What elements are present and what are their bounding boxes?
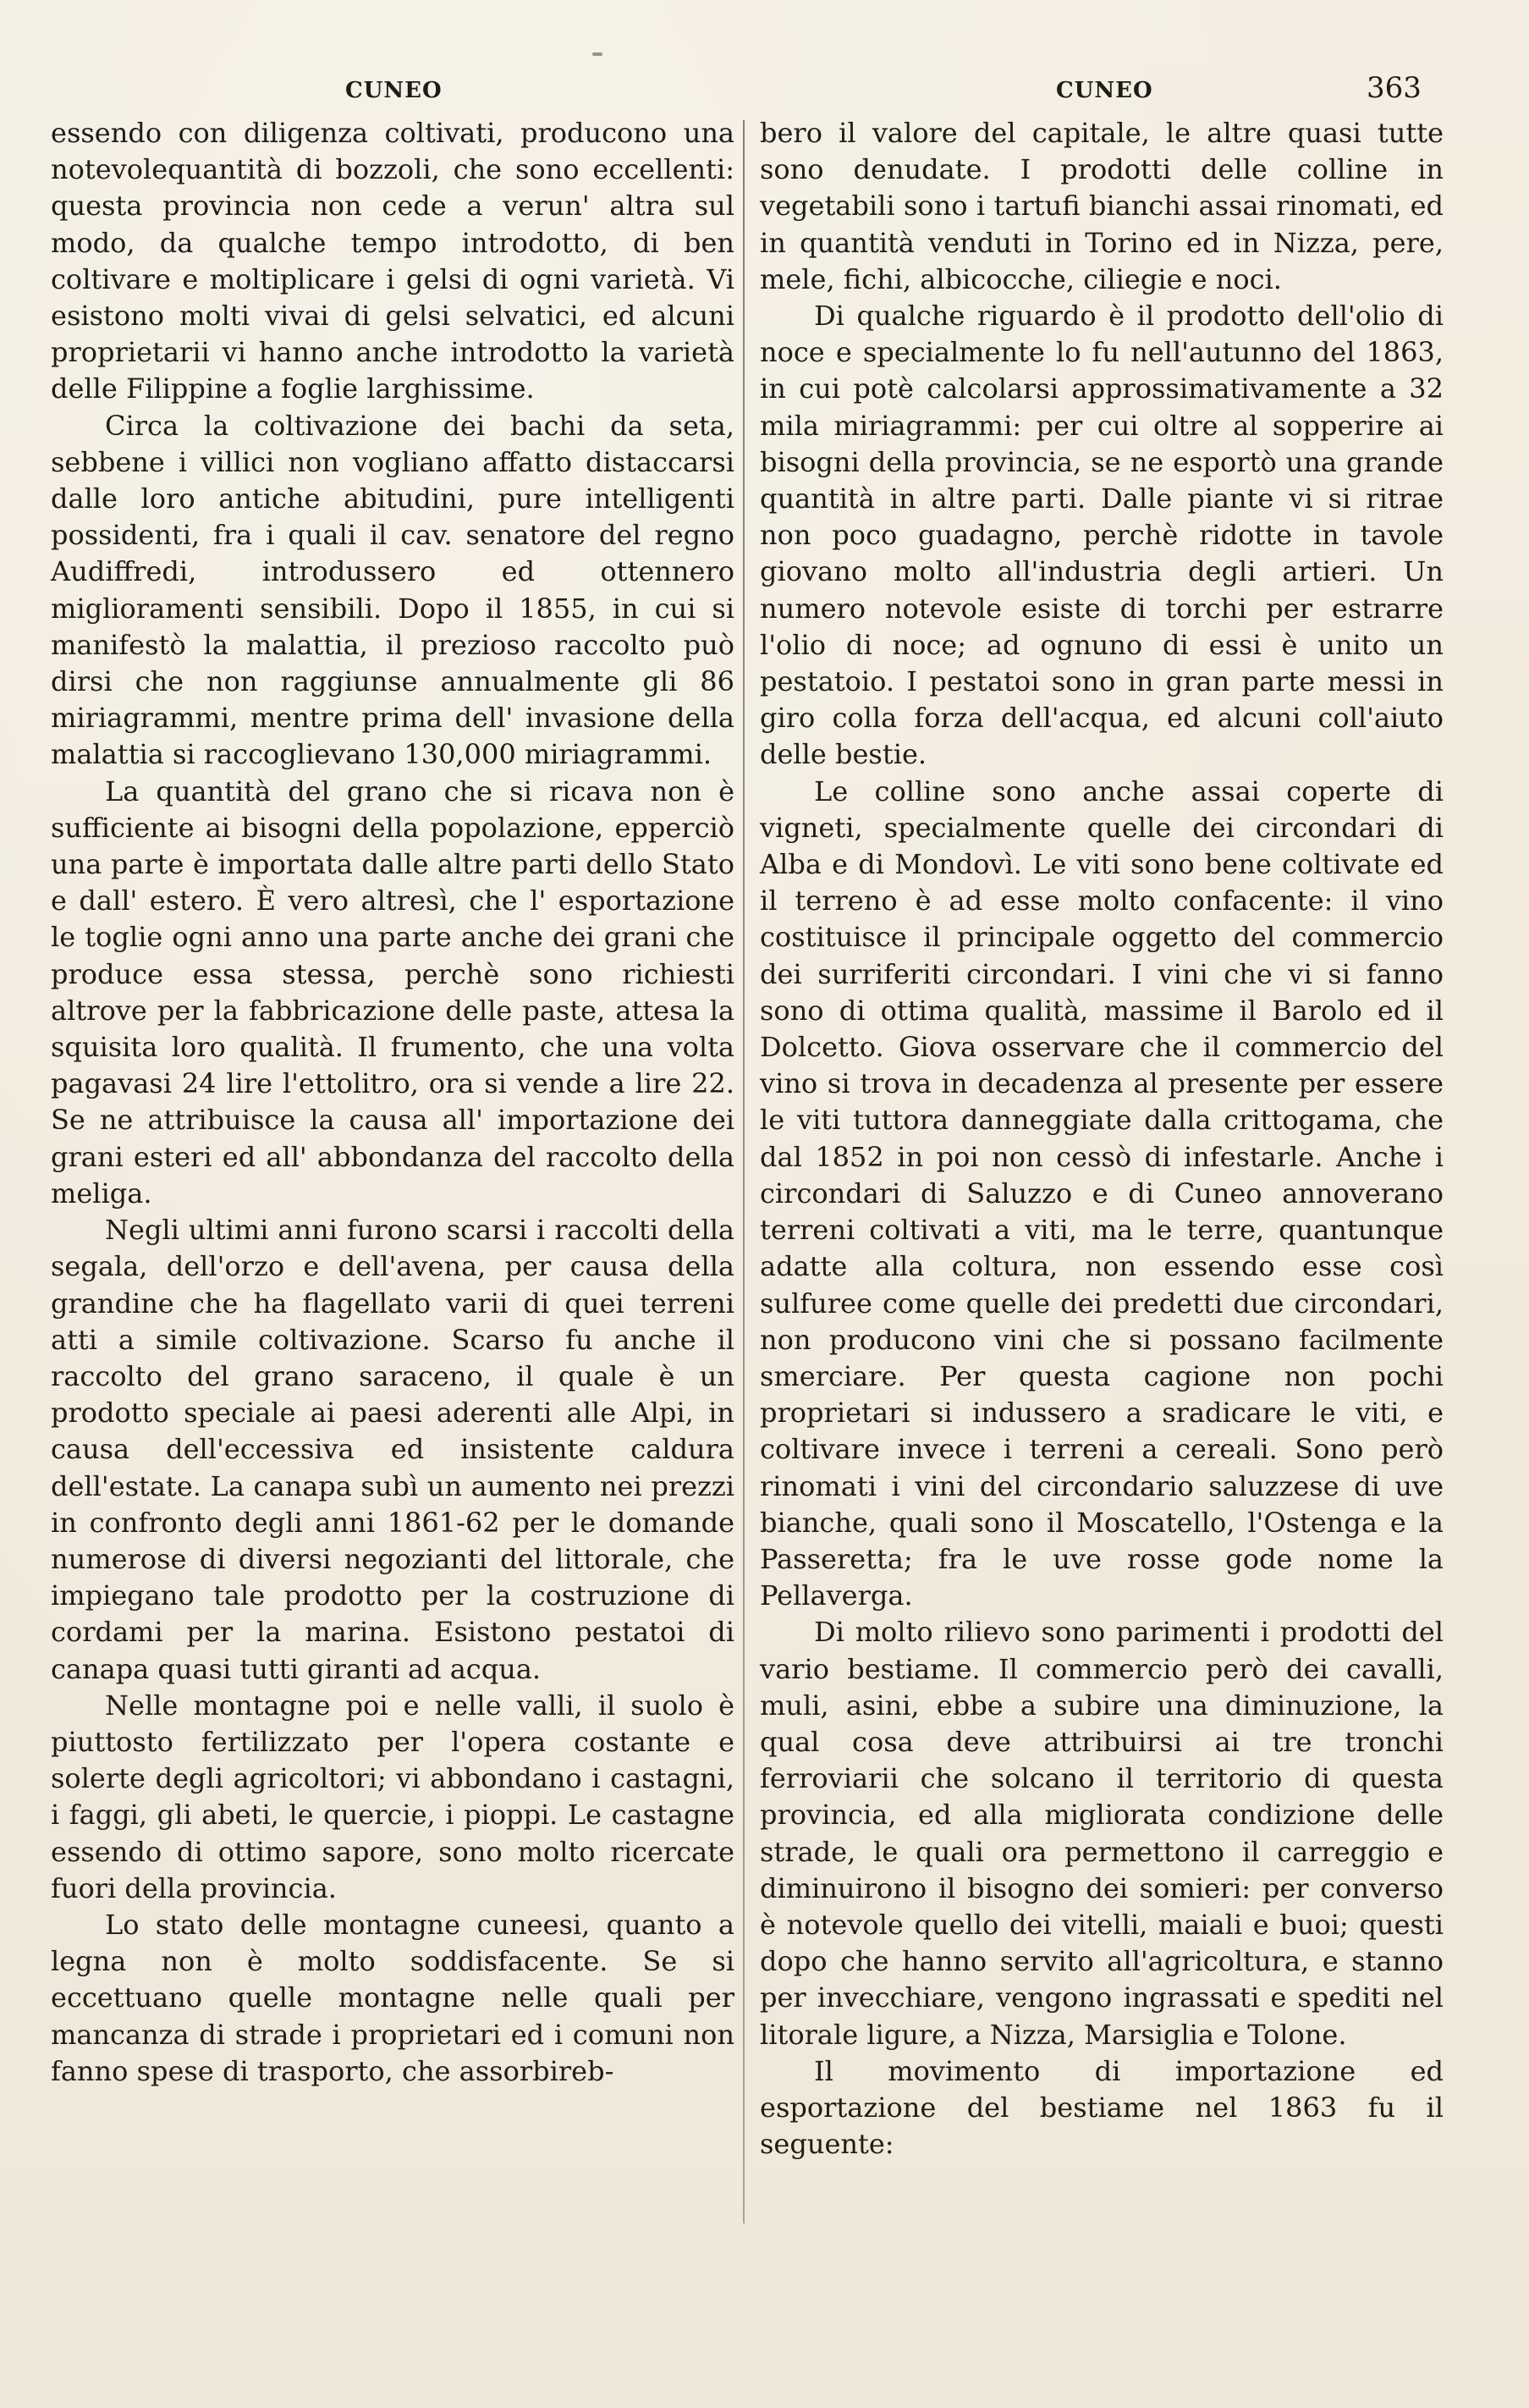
right-column	[760, 115, 1444, 2163]
left-paragraph-2: Circa la coltivazione dei bachi da seta, sebbene i villici non vogliano affatto distaccarsi dalle loro antiche abitudini, pure intelligenti possidenti, fra i quali il cav. senatore del regno Audiffredi, introdussero ed ottennero miglioramenti sensibili. Dopo il 1855, in cui si manifestò la malattia, il prezioso raccolto può dirsi che non raggiunse annualmente gli 86 miriagrammi, mentre prima dell' invasione della malattia si raccoglievano 130,000 miriagrammi.	[51, 409, 734, 771]
left-running-header: CUNEO	[345, 78, 443, 103]
right-paragraph-2: Di qualche riguardo è il prodotto dell'olio di noce e specialmente lo fu nell'autunno del 1863, in cui potè calcolarsi approssimativamente a 32 mila miriagrammi: per cui oltre al sopperire ai bisogni della provincia, se ne esportò una grande quantità in altre parti. Dalle piante vi si ritrae non poco guadagno, perchè ridotte in tavole giovano molto all'industria degli artieri. Un numero notevole esiste di torchi per estrarre l'olio di noce; ad ognuno di essi è unito un pestatoio. I pestatoi sono in gran parte messi in giro colla forza dell'acqua, ed alcuni coll'aiuto delle bestie.	[760, 300, 1444, 771]
page-number: 363	[1367, 71, 1422, 105]
left-paragraph-4: Negli ultimi anni furono scarsi i raccolti della segala, dell'orzo e dell'avena, per causa della grandine che ha flagellato varii di quei terreni atti a simile coltivazione. Scarso fu anche il raccolto del grano saraceno, il quale è un prodotto speciale ai paesi aderenti alle Alpi, in causa dell'eccessiva ed insistente caldura dell'estate. La canapa subì un aumento nei prezzi in confronto degli anni 1861-62 per le domande numerose di diversi negozianti del littorale, che impiegano tale prodotto per la costruzione di cordami per la marina. Esistono pestatoi di canapa quasi tutti giranti ad acqua.	[51, 1214, 734, 1685]
right-paragraph-3: Le colline sono anche assai coperte di vigneti, specialmente quelle dei circondari di Alba e di Mondovì. Le viti sono bene coltivate ed il terreno è ad esse molto confacente: il vino costituisce il principale oggetto del commercio dei surriferiti circondari. I vini che vi si fanno sono di ottima qualità, massime il Barolo ed il Dolcetto. Giova osservare che il commercio del vino si trova in decadenza al presente per essere le viti tuttora danneggiate dalla crittogama, che dal 1852 in poi non cessò di infestarle. Anche i circondari di Saluzzo e di Cuneo annoverano terreni coltivati a viti, ma le terre, quantunque adatte alla coltura, non essendo esse così sulfuree come quelle dei predetti due circondari, non producono vini che si possano facilmente smerciare. Per questa cagione non pochi proprietari si indussero a sradicare le viti, e coltivare invece i terreni a cereali. Sono però rinomati i vini del circondario saluzzese di uve bianche, quali sono il Moscatello, l'Ostenga e la Passeretta; fra le uve rosse gode nome la Pellaverga.	[760, 774, 1444, 1612]
right-running-header: CUNEO	[1056, 78, 1153, 103]
left-column	[51, 115, 734, 2090]
column-divider	[743, 120, 745, 2223]
left-paragraph-3: La quantità del grano che si ricava non è sufficiente ai bisogni della popolazione, epperciò una parte è importata dalle altre parti dello Stato e dall' estero. È vero altresì, che l' esportazione le toglie ogni anno una parte anche dei grani che produce essa stessa, perchè sono richiesti altrove per la fabbricazione delle paste, attesa la squisita loro qualità. Il frumento, che una volta pagavasi 24 lire l'ettolitro, ora si vende a lire 22. Se ne attribuisce la causa all' importazione dei grani esteri ed all' abbondanza del raccolto della meliga.	[51, 774, 734, 1210]
right-paragraph-1: bero il valore del capitale, le altre quasi tutte sono denudate. I prodotti delle colline in vegetabili sono i tartufi bianchi assai rinomati, ed in quantità venduti in Torino ed in Nizza, pere, mele, fichi, albicocche, ciliegie e noci.	[760, 117, 1444, 295]
right-paragraph-4: Di molto rilievo sono parimenti i prodotti del vario bestiame. Il commercio però dei cavalli, muli, asini, ebbe a subire una diminuzione, la qual cosa deve attribuirsi ai tre tronchi ferroviarii che solcano il territorio di questa provincia, ed alla migliorata condizione delle strade, le quali ora permettono il carreggio e diminuirono il bisogno dei somieri: per converso è notevole quello dei vitelli, maiali e buoi; questi dopo che hanno servito all'agricoltura, e stanno per invecchiare, vengono ingrassati e spediti nel litorale ligure, a Nizza, Marsiglia e Tolone.	[760, 1616, 1444, 2051]
left-paragraph-5: Nelle montagne poi e nelle valli, il suolo è piuttosto fertilizzato per l'opera costante e solerte degli agricoltori; vi abbondano i castagni, i faggi, gli abeti, le quercie, i pioppi. Le castagne essendo di ottimo sapore, sono molto ricercate fuori della provincia.	[51, 1689, 734, 1904]
ink-smudge	[592, 52, 602, 56]
right-paragraph-5: Il movimento di importazione ed esportazione del bestiame nel 1863 fu il seguente:	[760, 2054, 1444, 2161]
left-paragraph-1: essendo con diligenza coltivati, producono una notevolequantità di bozzoli, che sono eccellenti: questa provincia non cede a verun' altra sul modo, da qualche tempo introdotto, di ben coltivare e moltiplicare i gelsi di ogni varietà. Vi esistono molti vivai di gelsi selvatici, ed alcuni proprietarii vi hanno anche introdotto la varietà delle Filippine a foglie larghissime.	[51, 117, 734, 405]
left-paragraph-6: Lo stato delle montagne cuneesi, quanto a legna non è molto soddisfacente. Se si eccettuano quelle montagne nelle quali per mancanza di strade i proprietari ed i comuni non fanno spese di trasporto, che assorbireb-	[51, 1908, 734, 2087]
